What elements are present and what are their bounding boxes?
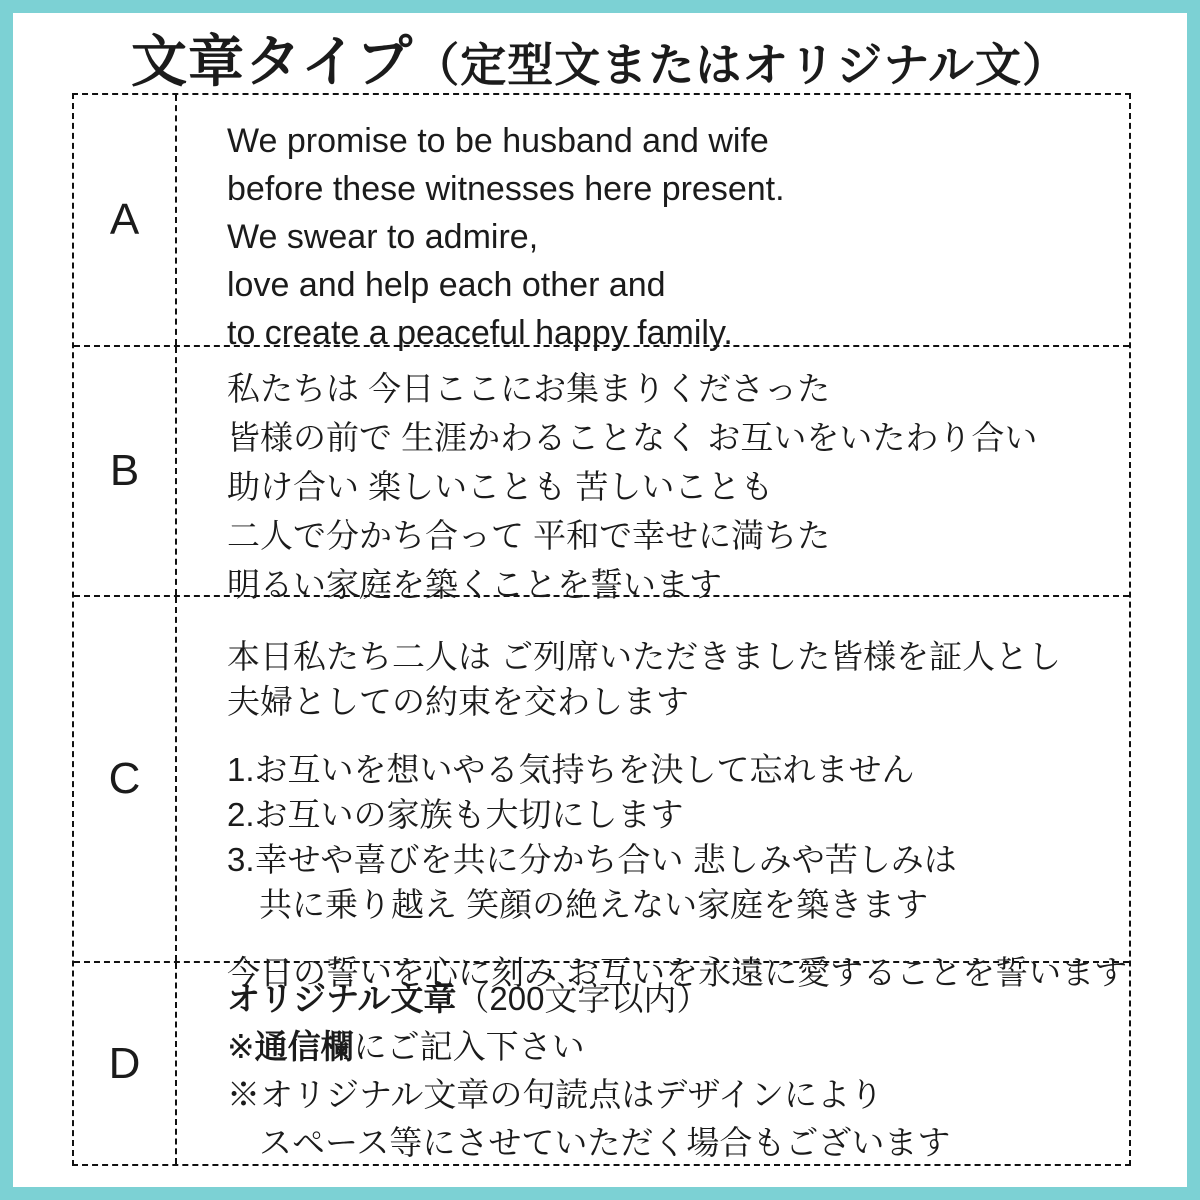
text-type-table xyxy=(72,93,1131,1166)
row-label-d: D xyxy=(74,963,177,1164)
text-line xyxy=(227,975,1115,1023)
text-line: We swear to admire, xyxy=(227,218,539,256)
table-row-c xyxy=(74,595,1129,991)
text-line: 共に乗り越え 笑顔の絶えない家庭を築きます xyxy=(259,886,929,923)
page-title xyxy=(0,18,1200,98)
text-line: 皆様の前で 生涯かわることなく お互いをいたわり合い xyxy=(227,419,1038,456)
text-line: 2.お互いの家族も大切にします xyxy=(227,796,684,833)
table-row-d xyxy=(74,961,1129,1164)
text-line: before these witnesses here present. xyxy=(227,170,785,208)
page-title-main: 文章タイプ xyxy=(131,30,414,93)
text-line: 私たちは 今日ここにお集まりくださった xyxy=(227,370,831,407)
row-label-c: C xyxy=(74,597,177,961)
page-title-paren: （定型文またはオリジナル文） xyxy=(413,39,1069,91)
table-row-b xyxy=(74,345,1129,603)
row-label-a: A xyxy=(74,95,177,345)
text-line: to create a peaceful happy family. xyxy=(227,314,733,352)
row-content-d xyxy=(177,963,1129,1164)
text-line: 明るい家庭を築くことを誓います xyxy=(227,566,722,603)
text-line: 今日の誓いを心に刻み お互いを永遠に愛することを誓います xyxy=(227,954,1128,991)
text-line: 助け合い 楽しいことも 苦しいことも xyxy=(227,468,774,505)
text-line: ※オリジナル文章の句読点はデザインにより xyxy=(227,1076,884,1113)
row-content-a xyxy=(177,95,1129,352)
bold-segment: 通信欄 xyxy=(254,1028,354,1065)
text-line xyxy=(227,1023,1115,1071)
row-content-c xyxy=(177,597,1141,991)
text-line: 本日私たち二人は ご列席いただきました皆様を証人とし xyxy=(227,638,1062,675)
text-segment: （200文字以内） xyxy=(456,980,710,1017)
text-line: 夫婦としての約束を交わします xyxy=(227,683,689,720)
text-line: We promise to be husband and wife xyxy=(227,122,769,160)
bold-segment: オリジナル文章 xyxy=(227,980,457,1017)
text-line: 二人で分かち合って 平和で幸せに満ちた xyxy=(227,517,831,554)
text-line: 3.幸せや喜びを共に分かち合い 悲しみや苦しみは xyxy=(227,841,957,878)
text-line: スペース等にさせていただく場合もございます xyxy=(259,1124,951,1161)
row-label-b: B xyxy=(74,347,177,595)
text-line: 1.お互いを想いやる気持ちを決して忘れません xyxy=(227,751,915,788)
row-content-b xyxy=(177,347,1129,603)
text-line: love and help each other and xyxy=(227,266,666,304)
text-segment: ※ xyxy=(227,1028,255,1065)
text-segment: にご記入下さい xyxy=(353,1028,585,1065)
table-row-a xyxy=(74,95,1129,352)
